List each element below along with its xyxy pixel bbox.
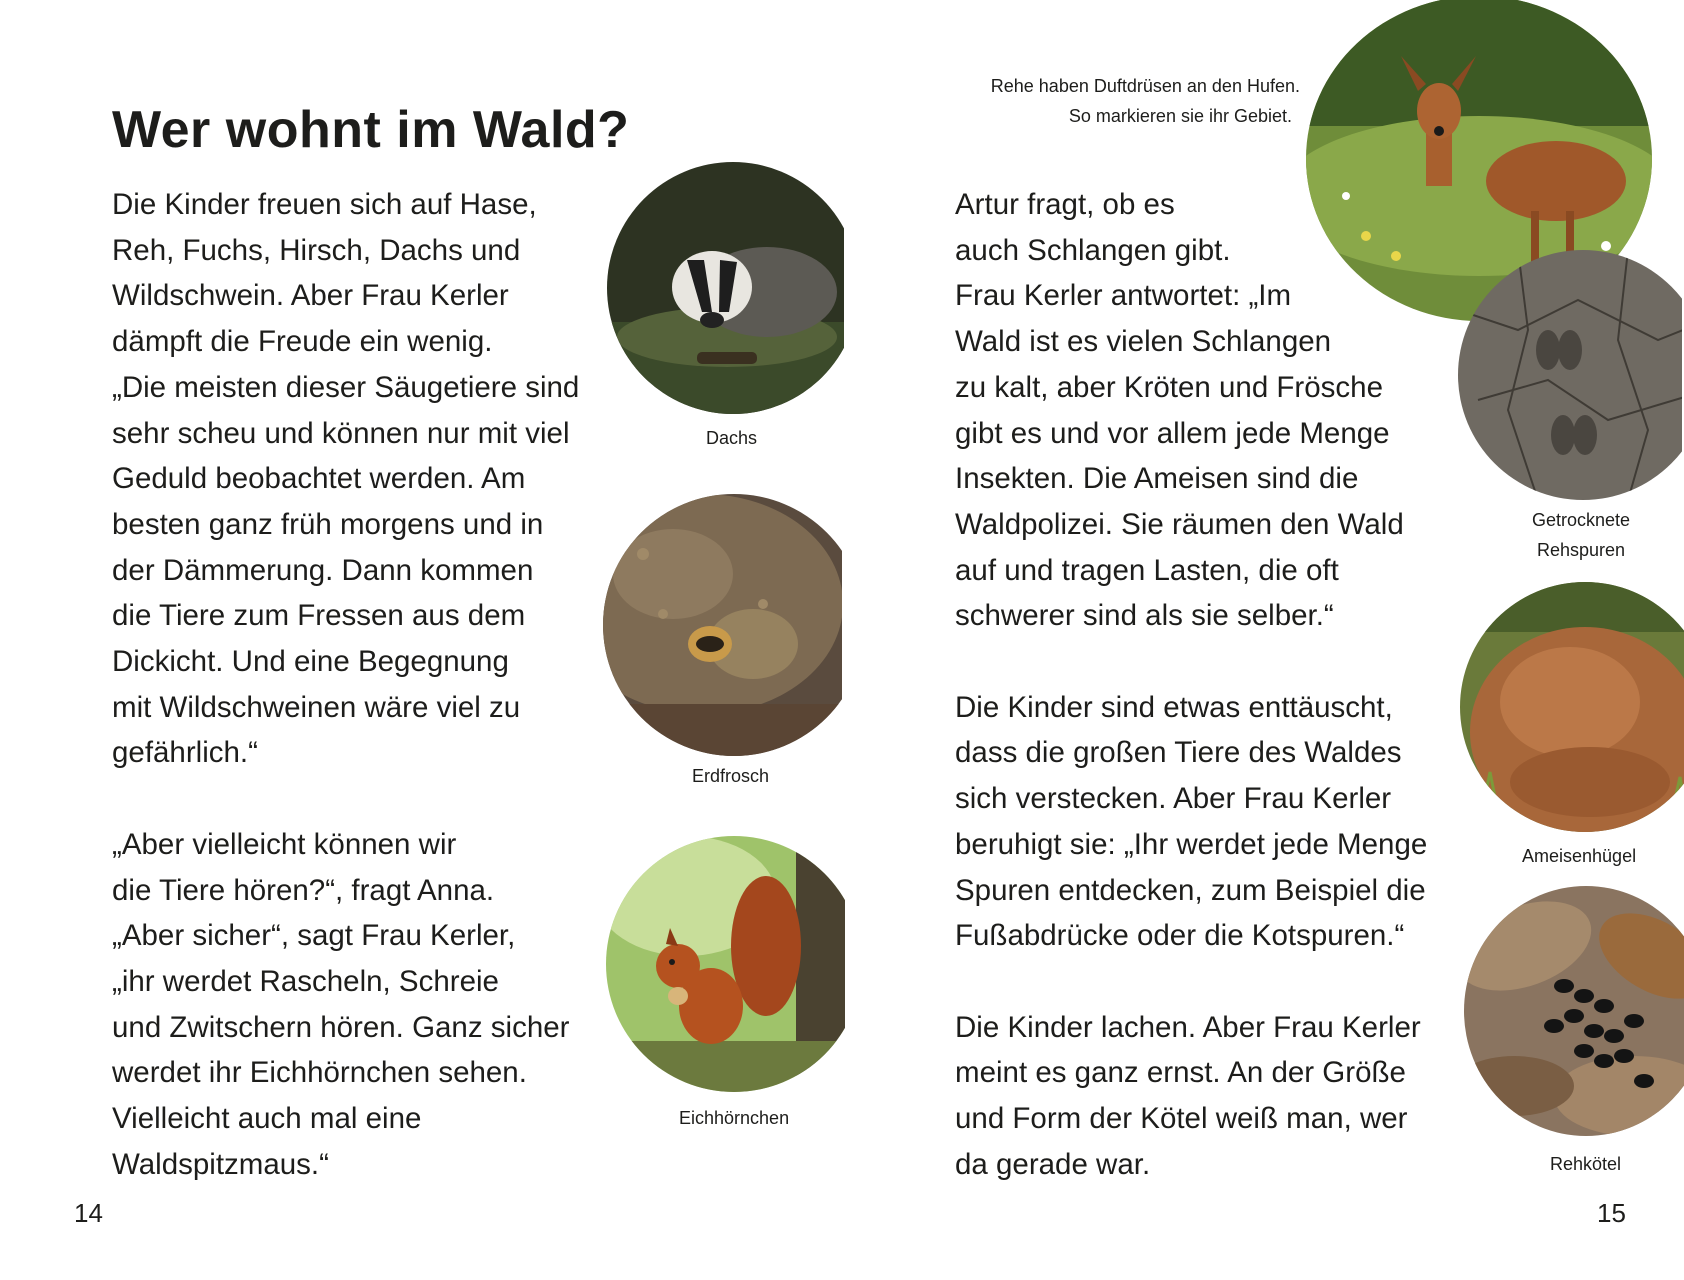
deer-note-line2: So markieren sie ihr Gebiet.	[1068, 106, 1292, 126]
caption-rehspuren-line1: Getrocknete	[1532, 510, 1631, 530]
anthill-photo	[1460, 582, 1684, 832]
text-line: Dickicht. Und eine Begegnung	[112, 645, 509, 679]
text-line: dass die großen Tiere des Waldes	[955, 736, 1402, 770]
text-line: Wildschwein. Aber Frau Kerler	[112, 279, 509, 313]
text-line: Die Kinder freuen sich auf Hase,	[112, 188, 537, 221]
text-line: Artur fragt, ob es	[955, 188, 1175, 221]
caption-eichhoernchen: Eichhörnchen	[679, 1108, 790, 1128]
text-line: schwerer sind als sie selber.“	[955, 599, 1334, 633]
text-line: „Aber vielleicht können wir	[112, 827, 457, 861]
paragraph-gap	[112, 776, 579, 822]
text-line: beruhigt sie: „Ihr werdet jede Menge	[955, 827, 1428, 861]
text-line: Waldspitzmaus.“	[112, 1147, 329, 1181]
text-line: meint es ganz ernst. An der Größe	[955, 1056, 1406, 1090]
deer-tracks-photo	[1458, 250, 1684, 500]
text-line: „Die meisten dieser Säugetiere sind	[112, 370, 580, 404]
caption-rehspuren-line2: Rehspuren	[1537, 540, 1626, 560]
text-line: werdet ihr Eichhörnchen sehen.	[112, 1056, 527, 1090]
caption-rehkoetel: Rehkötel	[1550, 1154, 1622, 1174]
deer-note-line1: Rehe haben Duftdrüsen an den Hufen.	[990, 76, 1300, 96]
caption-ameisenhuegel: Ameisenhügel	[1522, 846, 1637, 866]
text-line: auch Schlangen gibt.	[955, 233, 1231, 267]
caption-erdfrosch: Erdfrosch	[692, 766, 770, 786]
text-line: „Aber sicher“, sagt Frau Kerler,	[112, 919, 516, 953]
page-number-left: 14	[74, 1198, 103, 1228]
text-line: Geduld beobachtet werden. Am	[112, 462, 526, 496]
text-line: sehr scheu und können nur mit viel	[112, 416, 570, 450]
text-line: „ihr werdet Rascheln, Schreie	[112, 964, 499, 998]
text-line: Die Kinder lachen. Aber Frau Kerler	[955, 1010, 1421, 1044]
paragraph-gap	[955, 959, 1427, 1005]
text-line: und Form der Kötel weiß man, wer	[955, 1102, 1408, 1136]
text-line: gibt es und vor allem jede Menge	[955, 416, 1390, 450]
text-line: Fußabdrücke oder die Kotspuren.“	[955, 919, 1405, 953]
text-line: Waldpolizei. Sie räumen den Wald	[955, 507, 1404, 541]
text-line: Frau Kerler antwortet: „Im	[955, 279, 1292, 313]
text-line: Reh, Fuchs, Hirsch, Dachs und	[112, 233, 521, 267]
text-line: auf und tragen Lasten, die oft	[955, 553, 1339, 587]
text-line: gefährlich.“	[112, 736, 258, 770]
text-line: der Dämmerung. Dann kommen	[112, 553, 534, 587]
text-line: dämpft die Freude ein wenig.	[112, 325, 493, 359]
text-line: mit Wildschweinen wäre viel zu	[112, 690, 521, 724]
text-line: Wald ist es vielen Schlangen	[955, 325, 1332, 359]
droppings-photo	[1464, 886, 1684, 1136]
right-text-column	[955, 182, 1427, 1187]
text-line: Vielleicht auch mal eine	[112, 1102, 422, 1136]
text-line: die Tiere zum Fressen aus dem	[112, 599, 526, 633]
caption-dachs: Dachs	[706, 428, 758, 448]
text-line: und Zwitschern hören. Ganz sicher	[112, 1010, 570, 1044]
page-title: Wer wohnt im Wald?	[112, 101, 630, 159]
text-line: besten ganz früh morgens und in	[112, 507, 544, 541]
badger-photo	[607, 162, 859, 414]
text-line: Spuren entdecken, zum Beispiel die	[955, 873, 1426, 907]
text-line: da gerade war.	[955, 1147, 1151, 1181]
page-number-right: 15	[1597, 1198, 1626, 1228]
squirrel-photo	[606, 836, 862, 1092]
text-line: die Tiere hören?“, fragt Anna.	[112, 873, 495, 907]
text-line: Insekten. Die Ameisen sind die	[955, 462, 1359, 496]
left-text-column	[112, 182, 579, 1187]
paragraph-gap	[955, 639, 1427, 685]
text-line: Die Kinder sind etwas enttäuscht,	[955, 690, 1393, 724]
text-line: sich verstecken. Aber Frau Kerler	[955, 782, 1392, 816]
toad-photo	[603, 494, 865, 756]
text-line: zu kalt, aber Kröten und Frösche	[955, 370, 1383, 404]
